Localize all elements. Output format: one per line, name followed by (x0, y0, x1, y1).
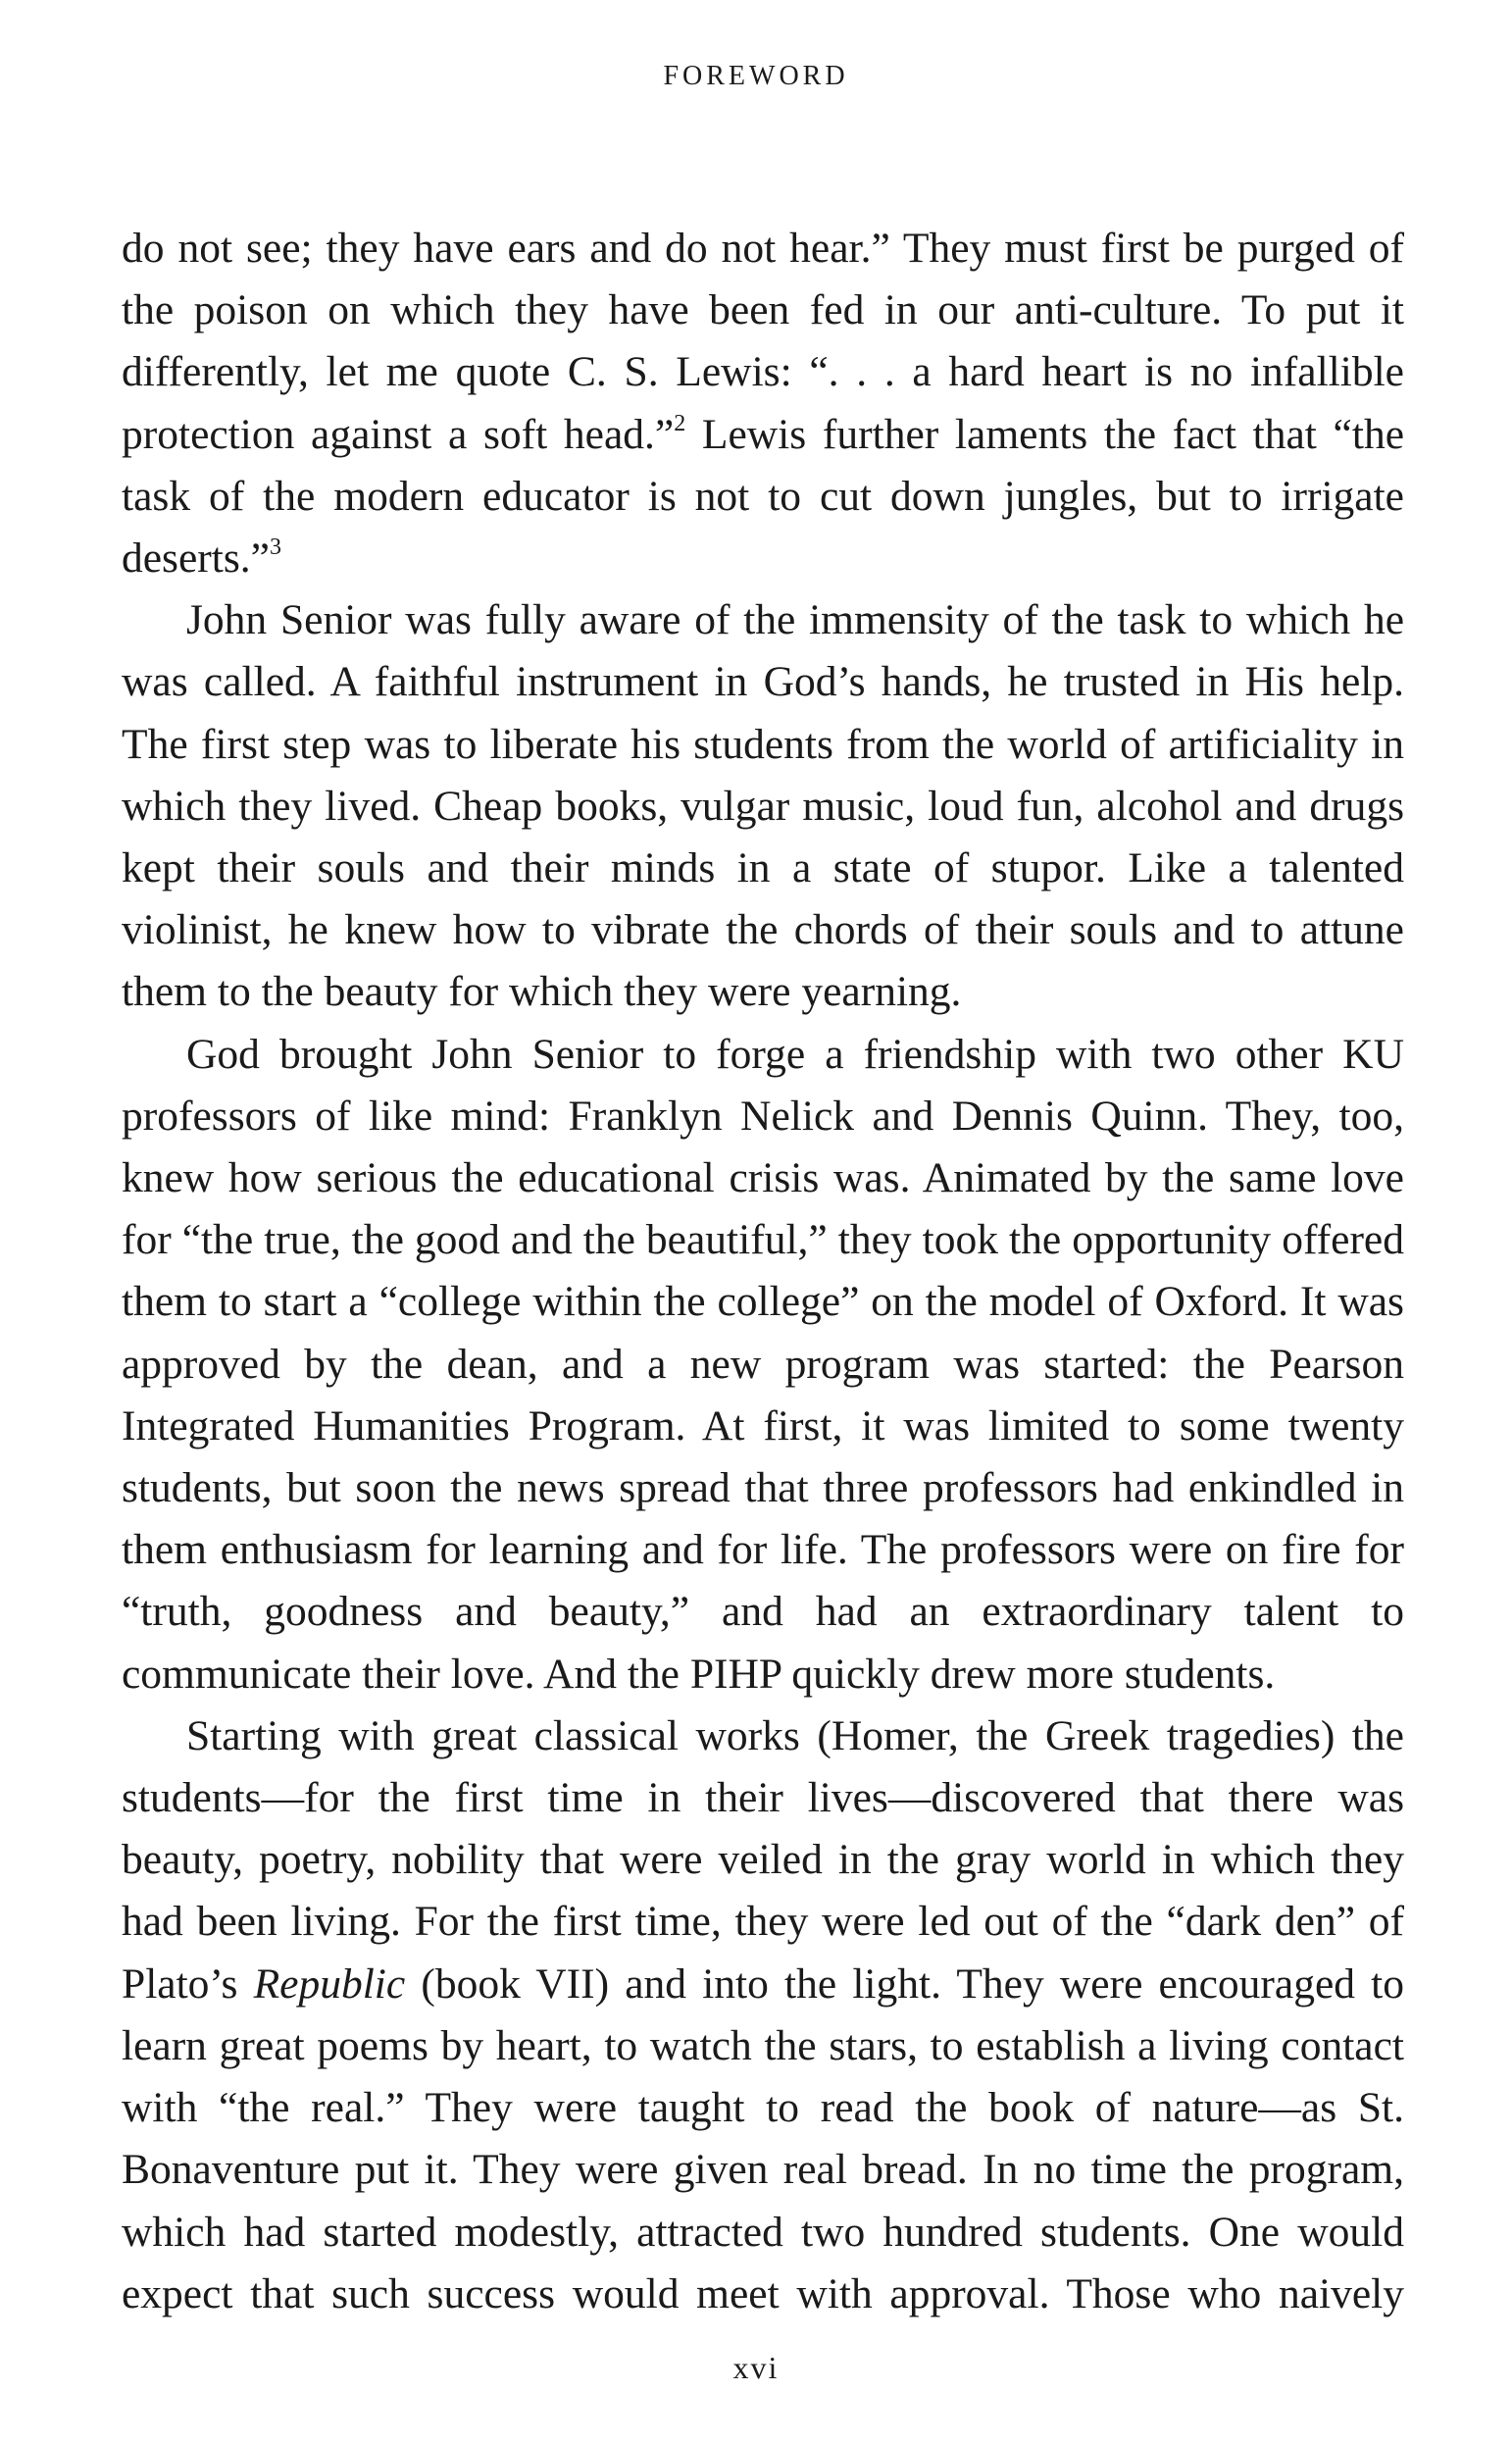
page-number: xvi (732, 2350, 780, 2385)
paragraph (122, 1705, 1404, 2325)
footnote-ref: 2 (674, 410, 686, 436)
paragraph (122, 218, 1404, 589)
paragraph-text: God brought John Senior to forge a friendship with two other KU professors of like mind: Franklyn Nelick and Dennis Quinn. They, too, knew how serious the educational crisis was. Animated by the same love for “the true, the good and the beautiful,” they took the opportunity offered them to start a “college within the college” on the model of Oxford. It was approved by the dean, and a new program was started: the Pearson Integrated Humanities Program. At first, it was limited to some twenty students, but soon the news spread that three professors had enkindled in them enthusiasm for learning and for life. The professors were on fire for “truth, goodness and beauty,” and had an extraordinary talent to communicate their love. And the PIHP quickly drew more students. (122, 1030, 1404, 1698)
paragraph-text: John Senior was fully aware of the immensity of the task to which he was called. A faithful instrument in God’s hands, he trusted in His help. The first step was to liberate his students from the world of artificiality in which they lived. Cheap books, vulgar music, loud fun, alcohol and drugs kept their souls and their minds in a state of stupor. Like a talented violinist, he knew how to vibrate the chords of their souls and to attune them to the beauty for which they were yearning. (122, 596, 1404, 1016)
footnote-ref: 3 (269, 534, 281, 561)
body-text (122, 218, 1404, 2325)
paragraph-text: Lewis further laments the fact that “the task of the modern educator is not to cut down jungles, but to irrigate deserts.” (122, 410, 1405, 583)
paragraph-text: do not see; they have ears and do not hear.” They must first be purged of the poison on which they have been fed in our anti-culture. To put it differently, let me quote C. S. Lewis: “. . . a hard heart is no infallible protection against a soft head.” (122, 225, 1404, 458)
paragraph-text: Starting with great classical works (Homer, the Greek tragedies) the students—for the first time in their lives—discovered that there was beauty, poetry, nobility that were veiled in the gray world in which they had been living. For the first time, they were led out of the “dark den” of Plato’s (122, 1711, 1404, 2008)
paragraph (122, 1024, 1404, 1705)
paragraph-text: (book VII) and into the light. They were encouraged to learn great poems by heart, to watch the stars, to establish a living contact with “the real.” They were taught to read the book of nature—as St. Bonaventure put it. They were given real bread. In no time the program, which had started modestly, attracted two hundred students. One would expect that such success would meet with approval. Those who naively (122, 1959, 1404, 2317)
paragraph (122, 589, 1404, 1023)
running-head: FOREWORD (663, 61, 849, 91)
italic-title: Republic (253, 1959, 406, 2008)
